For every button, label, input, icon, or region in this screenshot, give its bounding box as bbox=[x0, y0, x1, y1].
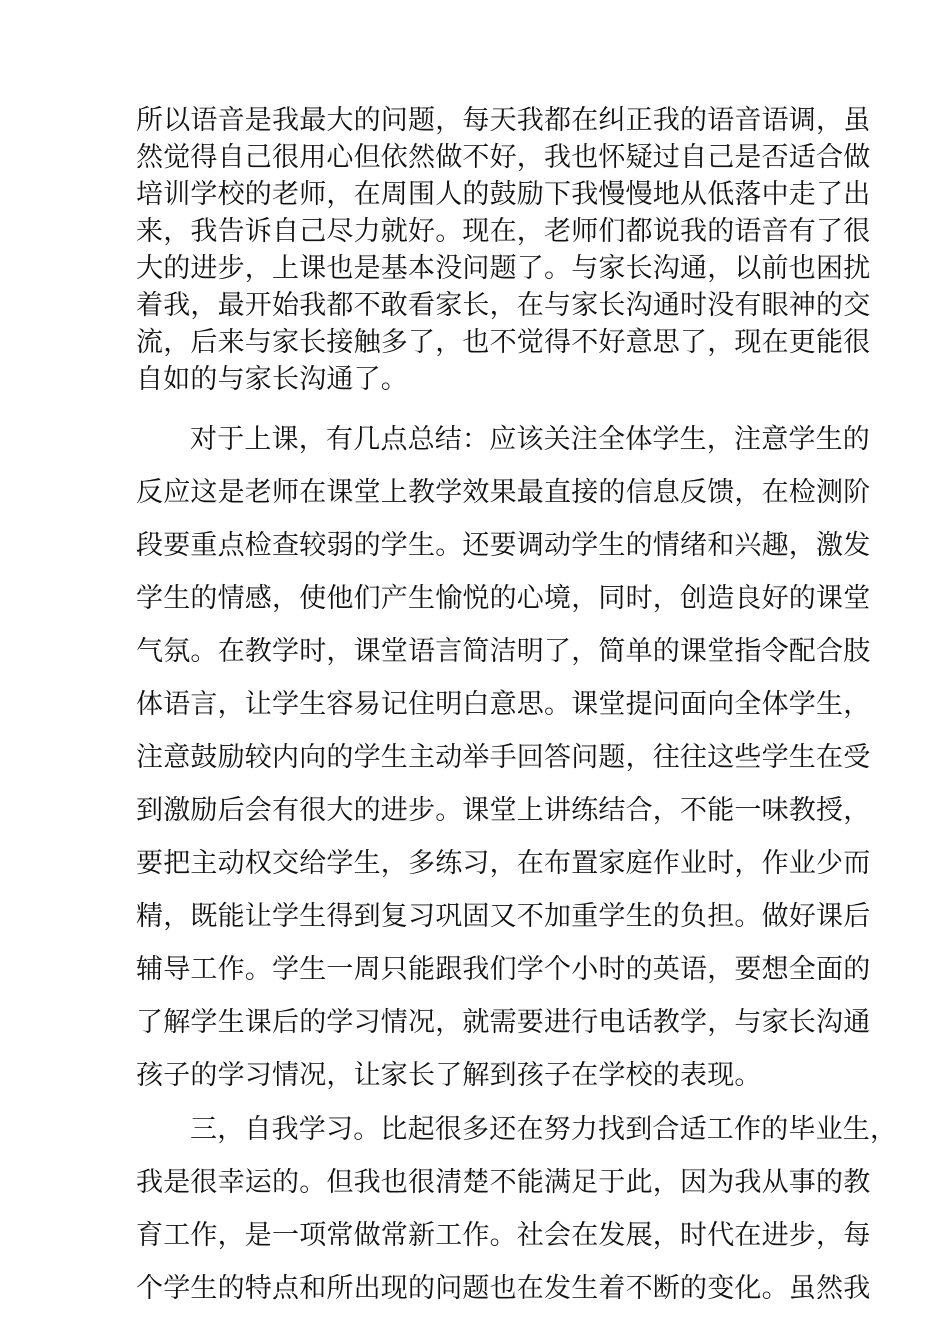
text-line: 要把主动权交给学生，多练习，在布置家庭作业时，作业少而 bbox=[136, 848, 871, 879]
text-line: 来，我告诉自己尽力就好。现在，老师们都说我的语音有了很 bbox=[136, 216, 871, 247]
text-line: 体语言，让学生容易记住明白意思。课堂提问面向全体学生， bbox=[136, 689, 871, 720]
text-line: 培训学校的老师，在周围人的鼓励下我慢慢地从低落中走了出 bbox=[136, 179, 871, 210]
text-line: 所以语音是我最大的问题，每天我都在纠正我的语音语调，虽 bbox=[136, 105, 871, 136]
text-line: 精，既能让学生得到复习巩固又不加重学生的负担。做好课后 bbox=[136, 901, 871, 932]
text-line: 辅导工作。学生一周只能跟我们学个小时的英语，要想全面的 bbox=[136, 954, 871, 985]
text-line: 反应这是老师在课堂上教学效果最直接的信息反馈，在检测阶 bbox=[136, 477, 871, 508]
text-line: 个学生的特点和所出现的问题也在发生着不断的变化。虽然我 bbox=[136, 1273, 871, 1304]
text-line: 流，后来与家长接触多了，也不觉得不好意思了，现在更能很 bbox=[136, 327, 871, 358]
text-line: 我是很幸运的。但我也很清楚不能满足于此，因为我从事的教 bbox=[136, 1167, 871, 1198]
text-line: 了解学生课后的学习情况，就需要进行电话教学，与家长沟通 bbox=[136, 1007, 871, 1038]
text-line: 然觉得自己很用心但依然做不好，我也怀疑过自己是否适合做 bbox=[136, 142, 871, 173]
text-line: 着我，最开始我都不敢看家长，在与家长沟通时没有眼神的交 bbox=[136, 290, 871, 321]
text-line: 学生的情感，使他们产生愉悦的心境，同时，创造良好的课堂 bbox=[136, 583, 871, 614]
text-line: 孩子的学习情况，让家长了解到孩子在学校的表现。 bbox=[136, 1060, 762, 1091]
text-line: 三，自我学习。比起很多还在努力找到合适工作的毕业生， bbox=[190, 1114, 898, 1145]
text-line: 到激励后会有很大的进步。课堂上讲练结合，不能一味教授， bbox=[136, 795, 871, 826]
text-line: 对于上课，有几点总结：应该关注全体学生，注意学生的 bbox=[190, 424, 870, 455]
text-line: 气氛。在教学时，课堂语言简洁明了，简单的课堂指令配合肢 bbox=[136, 636, 871, 667]
text-line: 自如的与家长沟通了。 bbox=[136, 364, 408, 395]
text-line: 注意鼓励较内向的学生主动举手回答问题，往往这些学生在受 bbox=[136, 742, 871, 773]
text-line: 大的进步，上课也是基本没问题了。与家长沟通，以前也困扰 bbox=[136, 253, 871, 284]
text-line: 段要重点检查较弱的学生。还要调动学生的情绪和兴趣，激发 bbox=[136, 530, 871, 561]
text-line: 育工作，是一项常做常新工作。社会在发展，时代在进步，每 bbox=[136, 1220, 871, 1251]
